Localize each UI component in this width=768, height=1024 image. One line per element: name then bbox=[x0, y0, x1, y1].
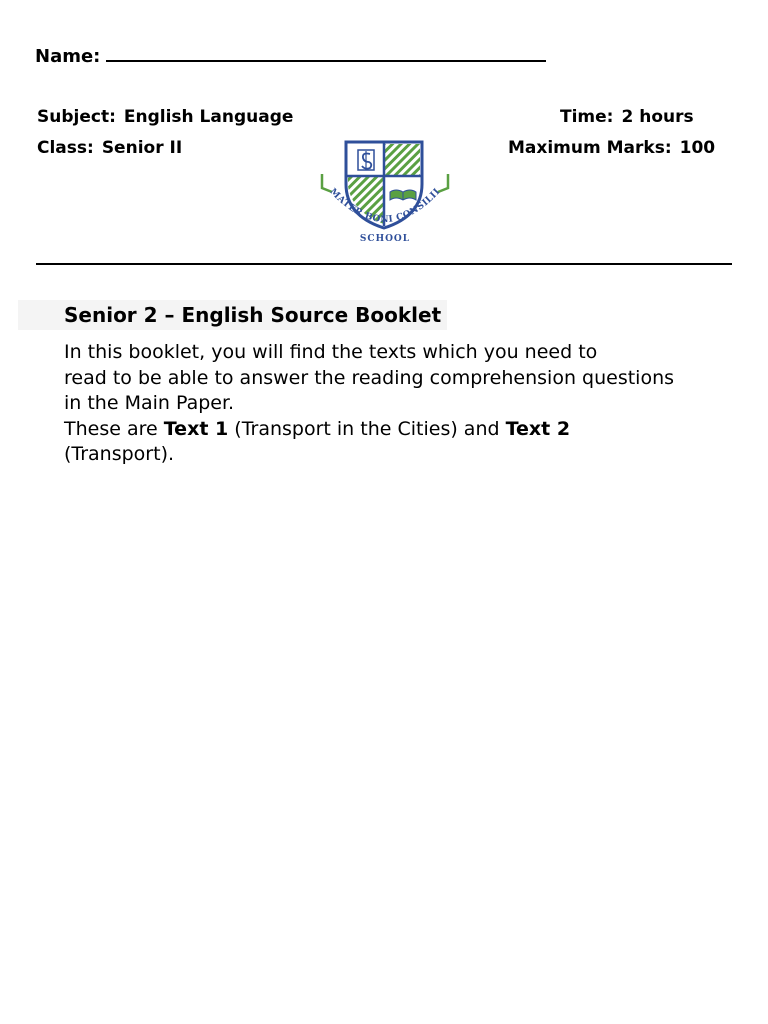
marks-label: Maximum Marks: bbox=[508, 138, 672, 158]
name-blank-line bbox=[106, 42, 546, 62]
text1-label: Text 1 bbox=[163, 417, 229, 440]
header-divider bbox=[36, 263, 732, 265]
subject-row bbox=[37, 107, 293, 127]
booklet-intro bbox=[64, 340, 744, 468]
motto-text: MATER BONI CONSILII bbox=[327, 186, 443, 226]
time-label: Time: bbox=[560, 107, 614, 127]
intro-line-2: read to be able to answer the reading comprehension questions bbox=[64, 366, 675, 389]
these-are-text: These are bbox=[64, 417, 158, 440]
class-row bbox=[37, 138, 182, 158]
text1-title: (Transport in the Cities) and bbox=[234, 417, 500, 440]
marks-row bbox=[508, 138, 715, 158]
intro-line-1: In this booklet, you will find the texts which you need to bbox=[64, 341, 598, 363]
text2-title: (Transport). bbox=[64, 443, 175, 465]
school-crest-logo bbox=[318, 140, 452, 244]
left-wing-icon bbox=[322, 174, 332, 192]
booklet-section bbox=[18, 300, 738, 468]
class-label: Class: bbox=[37, 138, 94, 158]
subject-label: Subject: bbox=[37, 107, 116, 127]
time-row bbox=[560, 107, 694, 127]
name-label: Name: bbox=[35, 46, 101, 67]
school-text: SCHOOL bbox=[359, 234, 411, 244]
text2-label: Text 2 bbox=[505, 417, 571, 440]
booklet-heading: Senior 2 – English Source Booklet bbox=[18, 300, 447, 330]
marks-value: 100 bbox=[679, 138, 716, 158]
subject-value: English Language bbox=[123, 107, 294, 127]
class-value: Senior II bbox=[101, 138, 183, 158]
right-wing-icon bbox=[438, 174, 448, 192]
intro-line-3: in the Main Paper. bbox=[64, 392, 235, 414]
name-row bbox=[35, 42, 546, 67]
open-book-icon bbox=[390, 190, 416, 200]
time-value: 2 hours bbox=[621, 107, 694, 127]
